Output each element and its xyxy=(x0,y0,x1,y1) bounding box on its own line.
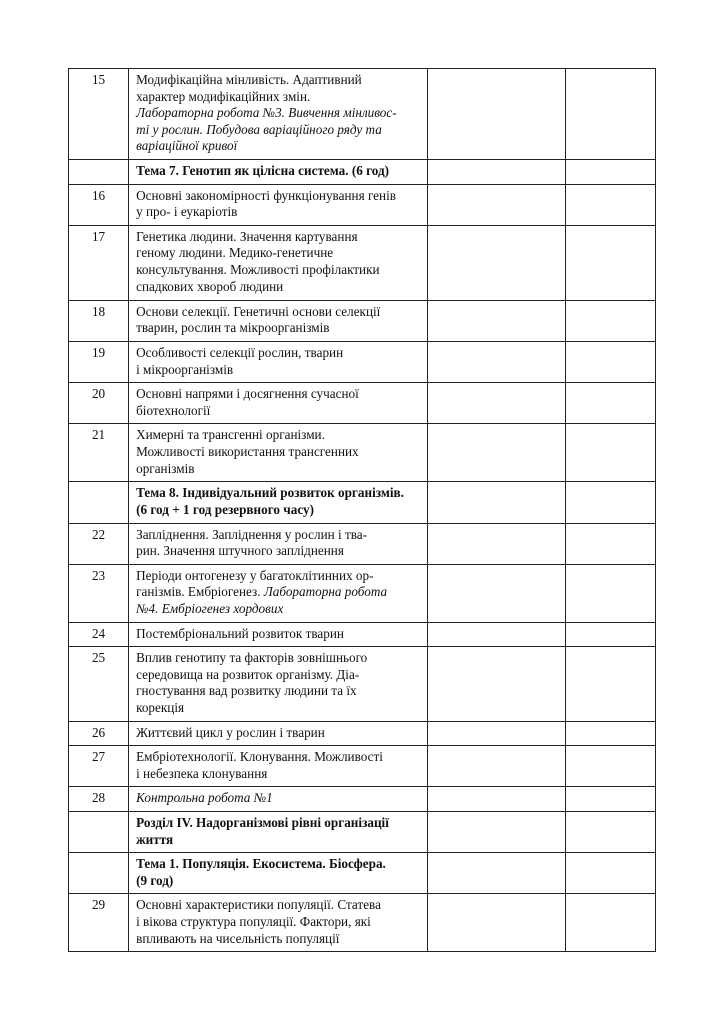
lesson-number: 16 xyxy=(69,184,129,225)
table-row xyxy=(69,721,656,746)
section-heading-row xyxy=(69,853,656,894)
empty-cell xyxy=(427,69,565,160)
topic-line: впливають на чисельність популяції xyxy=(136,930,340,946)
lesson-topic xyxy=(129,647,428,721)
empty-cell xyxy=(427,746,565,787)
table-row xyxy=(69,184,656,225)
lesson-topic xyxy=(129,523,428,564)
lesson-topic xyxy=(129,721,428,746)
section-heading xyxy=(129,853,428,894)
topic-line: і вікова структура популяції. Фактори, які xyxy=(136,914,371,929)
topic-line: у про- і еукаріотів xyxy=(136,204,238,220)
table-row xyxy=(69,341,656,382)
table-row xyxy=(69,69,656,160)
empty-cell xyxy=(69,482,129,523)
lesson-topic xyxy=(129,383,428,424)
empty-cell xyxy=(427,341,565,382)
lesson-topic xyxy=(129,746,428,787)
empty-cell xyxy=(565,184,655,225)
empty-cell xyxy=(69,853,129,894)
topic-line: рин. Значення штучного запліднення xyxy=(136,543,344,559)
lesson-topic xyxy=(129,622,428,647)
topic-line: Вплив генотипу та факторів зовнішнього xyxy=(136,650,368,666)
topic-line: спадкових хвороб людини xyxy=(136,278,284,294)
empty-cell xyxy=(427,482,565,523)
lab-work-line: варіаційної кривої xyxy=(136,138,238,154)
lesson-number: 26 xyxy=(69,721,129,746)
section-heading-row xyxy=(69,159,656,184)
lesson-topic xyxy=(129,341,428,382)
empty-cell xyxy=(565,383,655,424)
lesson-topic xyxy=(129,787,428,812)
empty-cell xyxy=(565,647,655,721)
topic-line: Періоди онтогенезу у багатоклітинних ор- xyxy=(136,567,374,583)
empty-cell xyxy=(427,300,565,341)
lesson-number: 15 xyxy=(69,69,129,160)
table-row xyxy=(69,787,656,812)
topic-line: тварин, рослин та мікроорганізмів xyxy=(136,320,330,336)
topic-line: Основні закономірності функціонування генів xyxy=(136,187,396,203)
empty-cell xyxy=(427,622,565,647)
topic-line: корекція xyxy=(136,700,185,716)
empty-cell xyxy=(427,564,565,622)
topic-line: Основи селекції. Генетичні основи селекції xyxy=(136,303,381,319)
topic-line: Химерні та трансгенні організми. xyxy=(136,427,325,443)
lesson-number: 27 xyxy=(69,746,129,787)
heading-line: Тема 1. Популяція. Екосистема. Біосфера. xyxy=(136,856,386,872)
heading-line: (6 год + 1 год резервного часу) xyxy=(136,501,314,517)
lesson-number: 23 xyxy=(69,564,129,622)
topic-line: Ембріотехнології. Клонування. Можливості xyxy=(136,749,383,765)
lab-work-text: Лабораторна робота xyxy=(263,584,388,600)
empty-cell xyxy=(427,853,565,894)
heading-line: Тема 7. Генотип як цілісна система. (6 год) xyxy=(136,162,390,178)
topic-line: характер модифікаційних змін. xyxy=(136,88,311,104)
empty-cell xyxy=(565,300,655,341)
topic-line: і мікроорганізмів xyxy=(136,361,234,377)
empty-cell xyxy=(427,383,565,424)
table-row xyxy=(69,647,656,721)
lesson-number: 20 xyxy=(69,383,129,424)
topic-line xyxy=(136,584,421,601)
heading-line: Розділ IV. Надорганізмові рівні організації xyxy=(136,815,389,831)
lesson-topic xyxy=(129,184,428,225)
empty-cell xyxy=(565,424,655,482)
empty-cell xyxy=(565,894,655,952)
lesson-topic xyxy=(129,894,428,952)
empty-cell xyxy=(427,523,565,564)
empty-cell xyxy=(565,812,655,853)
lesson-number: 21 xyxy=(69,424,129,482)
table-row xyxy=(69,622,656,647)
empty-cell xyxy=(565,523,655,564)
table-row xyxy=(69,424,656,482)
topic-line: Життєвий цикл у рослин і тварин xyxy=(136,724,325,740)
empty-cell xyxy=(427,721,565,746)
empty-cell xyxy=(565,482,655,523)
table-body xyxy=(69,69,656,952)
empty-cell xyxy=(565,853,655,894)
lab-work-line: Лабораторна робота №3. Вивчення мінливос- xyxy=(136,105,397,121)
lesson-number: 17 xyxy=(69,225,129,300)
lesson-number: 18 xyxy=(69,300,129,341)
lab-work-line: ті у рослин. Побудова варіаційного ряду та xyxy=(136,121,382,137)
empty-cell xyxy=(427,225,565,300)
lesson-topic xyxy=(129,300,428,341)
topic-line: Основні напрями і досягнення сучасної xyxy=(136,386,359,402)
topic-line: і небезпека клонування xyxy=(136,765,268,781)
topic-line: Основні характеристики популяції. Статева xyxy=(136,897,381,913)
heading-line: Тема 8. Індивідуальний розвиток організмів. xyxy=(136,485,404,501)
lesson-number: 28 xyxy=(69,787,129,812)
empty-cell xyxy=(565,341,655,382)
topic-line: Запліднення. Запліднення у рослин і тва- xyxy=(136,526,368,542)
empty-cell xyxy=(427,787,565,812)
empty-cell xyxy=(427,424,565,482)
lesson-topic xyxy=(129,225,428,300)
empty-cell xyxy=(565,564,655,622)
empty-cell xyxy=(565,721,655,746)
lesson-topic xyxy=(129,564,428,622)
lesson-topic xyxy=(129,424,428,482)
table-row xyxy=(69,894,656,952)
topic-text: ганізмів. Ембріогенез. xyxy=(136,584,261,600)
topic-line: Генетика людини. Значення картування xyxy=(136,228,358,244)
heading-line: життя xyxy=(136,831,174,847)
table-row xyxy=(69,383,656,424)
curriculum-table xyxy=(68,68,656,952)
section-heading-row xyxy=(69,812,656,853)
lesson-topic xyxy=(129,69,428,160)
topic-line: геному людини. Медико-генетичне xyxy=(136,245,334,261)
lesson-number: 22 xyxy=(69,523,129,564)
table-row xyxy=(69,523,656,564)
topic-line: Особливості селекції рослин, тварин xyxy=(136,344,344,360)
topic-line: Модифікаційна мінливість. Адаптивний xyxy=(136,72,362,87)
empty-cell xyxy=(427,894,565,952)
section-heading-row xyxy=(69,482,656,523)
empty-cell xyxy=(427,647,565,721)
test-work-line: Контрольна робота №1 xyxy=(136,790,273,806)
lesson-number: 29 xyxy=(69,894,129,952)
topic-line: організмів xyxy=(136,460,195,476)
heading-line: (9 год) xyxy=(136,872,174,888)
empty-cell xyxy=(565,69,655,160)
table-row xyxy=(69,746,656,787)
topic-line: гностування вад розвитку людини та їх xyxy=(136,683,357,699)
table-row xyxy=(69,300,656,341)
empty-cell xyxy=(69,159,129,184)
empty-cell xyxy=(427,184,565,225)
section-heading xyxy=(129,482,428,523)
lab-work-line: №4. Ембріогенез хордових xyxy=(136,600,284,616)
topic-line: Постембріональний розвиток тварин xyxy=(136,625,344,641)
lesson-number: 19 xyxy=(69,341,129,382)
lesson-number: 25 xyxy=(69,647,129,721)
empty-cell xyxy=(565,225,655,300)
empty-cell xyxy=(565,622,655,647)
empty-cell xyxy=(565,787,655,812)
topic-line: Можливості використання трансгенних xyxy=(136,443,359,459)
section-heading xyxy=(129,159,428,184)
empty-cell xyxy=(427,159,565,184)
topic-line: консультування. Можливості профілактики xyxy=(136,261,380,277)
table-row xyxy=(69,564,656,622)
empty-cell xyxy=(69,812,129,853)
empty-cell xyxy=(565,746,655,787)
empty-cell xyxy=(565,159,655,184)
empty-cell xyxy=(427,812,565,853)
lesson-number: 24 xyxy=(69,622,129,647)
topic-line: біотехнології xyxy=(136,402,211,418)
topic-line: середовища на розвиток організму. Діа- xyxy=(136,666,360,682)
table-row xyxy=(69,225,656,300)
section-heading xyxy=(129,812,428,853)
